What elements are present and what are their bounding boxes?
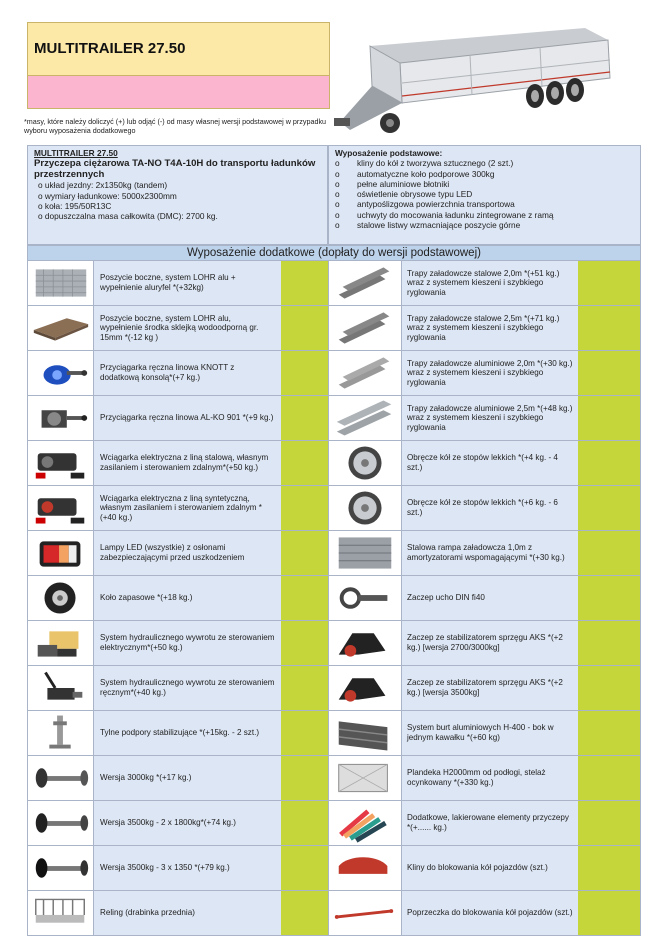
axle-3500-3x-icon xyxy=(27,846,94,890)
electric-winch-steel-icon xyxy=(27,441,94,485)
option-label-left: Koło zapasowe *(+18 kg.) xyxy=(94,576,281,620)
axle-3000-icon xyxy=(27,756,94,800)
color-palette-icon xyxy=(328,801,402,845)
spec-item: o układ jezdny: 2x1350kg (tandem) xyxy=(34,180,321,190)
option-row xyxy=(27,621,641,666)
spec-item: o koła: 195/50R13C xyxy=(34,201,321,211)
option-row xyxy=(27,261,641,306)
price-cell-right xyxy=(578,891,641,935)
option-row xyxy=(27,711,641,756)
option-row xyxy=(27,531,641,576)
equipment-item: o automatyczne koło podporowe 300kg xyxy=(335,169,634,179)
option-row xyxy=(27,801,641,846)
aluminium-side-wall-icon xyxy=(328,711,402,755)
price-cell-left xyxy=(281,441,328,485)
option-label-left: Tylne podpory stabilizujące *(+15kg. - 2 szt.) xyxy=(94,711,281,755)
options-table xyxy=(27,261,641,936)
price-cell-left xyxy=(281,306,328,350)
steel-ramp-icon xyxy=(328,306,402,350)
option-label-right: Trapy załadowcze aluminiowe 2,0m *(+30 kg.) wraz z systemem kieszeni i szybkiego ryglowania xyxy=(402,351,578,395)
option-label-left: Wciągarka elektryczna z liną stalową, własnym zasilaniem i sterowaniem zdalnym*(+50 kg.) xyxy=(94,441,281,485)
option-label-left: Wersja 3000kg *(+17 kg.) xyxy=(94,756,281,800)
aluminium-ramp-icon xyxy=(328,351,402,395)
trailer-image xyxy=(330,18,640,146)
aluminium-floor-panel-icon xyxy=(27,261,94,305)
price-cell-right xyxy=(578,351,641,395)
price-cell-left xyxy=(281,891,328,935)
price-cell-left xyxy=(281,711,328,755)
spec-item: o dopuszczalna masa całkowita (DMC): 2700 kg. xyxy=(34,211,321,221)
plywood-floor-panel-icon xyxy=(27,306,94,350)
price-cell-left xyxy=(281,261,328,305)
option-row xyxy=(27,756,641,801)
option-row xyxy=(27,486,641,531)
option-row xyxy=(27,666,641,711)
price-cell-left xyxy=(281,801,328,845)
price-cell-right xyxy=(578,621,641,665)
alloy-rim-icon xyxy=(328,486,402,530)
price-cell-left xyxy=(281,621,328,665)
price-cell-right xyxy=(578,441,641,485)
manual-winch-alko-icon xyxy=(27,396,94,440)
price-cell-right xyxy=(578,396,641,440)
equipment-item: o pełne aluminiowe błotniki xyxy=(335,179,634,189)
led-lamp-icon xyxy=(27,531,94,575)
aluminium-ramp-perforated-icon xyxy=(328,396,402,440)
price-cell-right xyxy=(578,576,641,620)
option-label-right: Zaczep ze stabilizatorem sprzęgu AKS *(+2 kg.) [wersja 2700/3000kg] xyxy=(402,621,578,665)
price-cell-right xyxy=(578,666,641,710)
option-label-left: Przyciągarka ręczna linowa AL-KO 901 *(+9 kg.) xyxy=(94,396,281,440)
option-label-right: Plandeka H2000mm od podłogi, stelaż ocynkowany *(+330 kg.) xyxy=(402,756,578,800)
option-label-left: Reling (drabinka przednia) xyxy=(94,891,281,935)
hydraulic-manual-icon xyxy=(27,666,94,710)
option-label-right: Zaczep ze stabilizatorem sprzęgu AKS *(+2 kg.) [wersja 3500kg] xyxy=(402,666,578,710)
equipment-item: o oświetlenie obrysowe typu LED xyxy=(335,189,634,199)
option-row xyxy=(27,351,641,396)
canvas-frame-icon xyxy=(328,756,402,800)
option-label-right: Obręcze kół ze stopów lekkich *(+4 kg. - 4 szt.) xyxy=(402,441,578,485)
price-cell-left xyxy=(281,351,328,395)
option-label-left: Poszycie boczne, system LOHR alu + wypełnienie aluryfel *(+32kg) xyxy=(94,261,281,305)
price-cell-left xyxy=(281,666,328,710)
option-row xyxy=(27,846,641,891)
equipment-item: o uchwyty do mocowania ładunku zintegrowane z ramą xyxy=(335,210,634,220)
price-cell-left xyxy=(281,396,328,440)
wheel-chock-icon xyxy=(328,846,402,890)
option-row xyxy=(27,576,641,621)
base-model-info xyxy=(27,145,328,245)
option-label-right: Trapy załadowcze stalowe 2,0m *(+51 kg.) wraz z systemem kieszeni i szybkiego ryglowania xyxy=(402,261,578,305)
equipment-item: o stalowe listwy wzmacniające poszycie górne xyxy=(335,220,634,230)
weight-note: *masy, które należy doliczyć (+) lub odjąć (-) od masy własnej wersji podstawowej w przypadku wyboru wyposażenia dodatkowego xyxy=(24,117,327,135)
equipment-item: o antypoślizgowa powierzchnia transportowa xyxy=(335,199,634,209)
eye-coupling-icon xyxy=(328,576,402,620)
option-label-left: System hydraulicznego wywrotu ze sterowaniem elektrycznym*(+50 kg.) xyxy=(94,621,281,665)
option-row xyxy=(27,891,641,936)
price-cell-left xyxy=(281,486,328,530)
electric-winch-synthetic-icon xyxy=(27,486,94,530)
base-model-name: MULTITRAILER 27.50 xyxy=(34,148,118,158)
spare-wheel-icon xyxy=(27,576,94,620)
base-model-description: Przyczepa ciężarowa TA-NO T4A-10H do transportu ładunków przestrzennych xyxy=(34,158,316,181)
front-rail-icon xyxy=(27,891,94,935)
model-title: MULTITRAILER 27.50 xyxy=(34,40,186,57)
aks-stabilizer-icon xyxy=(328,621,402,665)
option-label-right: Zaczep ucho DIN fi40 xyxy=(402,576,578,620)
price-cell-right xyxy=(578,531,641,575)
steel-loading-ramp-icon xyxy=(328,531,402,575)
option-label-left: System hydraulicznego wywrotu ze sterowaniem ręcznym*(+40 kg.) xyxy=(94,666,281,710)
price-cell-left xyxy=(281,531,328,575)
alloy-rim-icon xyxy=(328,441,402,485)
price-cell-right xyxy=(578,846,641,890)
model-title-box xyxy=(27,22,330,76)
price-box xyxy=(27,76,330,109)
price-cell-right xyxy=(578,756,641,800)
standard-equipment-title: Wyposażenie podstawowe: xyxy=(335,148,443,158)
option-label-right: System burt aluminiowych H-400 - bok w jednym kawałku *(+60 kg) xyxy=(402,711,578,755)
option-label-right: Trapy załadowcze aluminiowe 2,5m *(+48 kg.) wraz z systemem kieszeni i szybkiego ryglowania xyxy=(402,396,578,440)
option-label-right: Trapy załadowcze stalowe 2,5m *(+71 kg.) wraz z systemem kieszeni i szybkiego ryglowania xyxy=(402,306,578,350)
hydraulic-electric-icon xyxy=(27,621,94,665)
option-row xyxy=(27,396,641,441)
spec-item: o wymiary ładunkowe: 5000x2300mm xyxy=(34,191,321,201)
option-label-left: Przyciągarka ręczna linowa KNOTT z dodatkową konsolą*(+7 kg.) xyxy=(94,351,281,395)
equipment-item: o kliny do kół z tworzywa sztucznego (2 szt.) xyxy=(335,158,634,168)
option-row xyxy=(27,441,641,486)
steel-ramp-icon xyxy=(328,261,402,305)
price-cell-right xyxy=(578,486,641,530)
standard-equipment xyxy=(328,145,641,245)
option-label-right: Stalowa rampa załadowcza 1,0m z amortyzatorami wspomagającymi *(+30 kg.) xyxy=(402,531,578,575)
base-model-specs xyxy=(34,180,321,221)
option-label-right: Obręcze kół ze stopów lekkich *(+6 kg. - 6 szt.) xyxy=(402,486,578,530)
option-label-right: Dodatkowe, lakierowane elementy przyczepy *(+...... kg.) xyxy=(402,801,578,845)
price-cell-left xyxy=(281,846,328,890)
manual-winch-knott-icon xyxy=(27,351,94,395)
rear-support-leg-icon xyxy=(27,711,94,755)
option-label-left: Wciągarka elektryczna z liną syntetyczną, własnym zasilaniem i sterowaniem zdalnym *(+40 kg.) xyxy=(94,486,281,530)
price-cell-right xyxy=(578,306,641,350)
option-label-left: Wersja 3500kg - 2 x 1800kg*(+74 kg.) xyxy=(94,801,281,845)
price-cell-right xyxy=(578,801,641,845)
option-label-right: Poprzeczka do blokowania kół pojazdów (szt.) xyxy=(402,891,578,935)
price-cell-left xyxy=(281,576,328,620)
option-label-left: Lampy LED (wszystkie) z osłonami zabezpieczającymi przed uszkodzeniem xyxy=(94,531,281,575)
aks-stabilizer-icon xyxy=(328,666,402,710)
option-row xyxy=(27,306,641,351)
crossbar-icon xyxy=(328,891,402,935)
options-header: Wyposażenie dodatkowe (dopłaty do wersji podstawowej) xyxy=(27,245,641,261)
price-cell-right xyxy=(578,711,641,755)
option-label-right: Kliny do blokowania kół pojazdów (szt.) xyxy=(402,846,578,890)
standard-equipment-list xyxy=(335,158,634,230)
price-cell-right xyxy=(578,261,641,305)
option-label-left: Poszycie boczne, system LOHR alu, wypełnienie środka sklejką wodoodporną gr. 15mm *(-12 kg ) xyxy=(94,306,281,350)
price-cell-left xyxy=(281,756,328,800)
option-label-left: Wersja 3500kg - 3 x 1350 *(+79 kg.) xyxy=(94,846,281,890)
axle-3500-2x-icon xyxy=(27,801,94,845)
